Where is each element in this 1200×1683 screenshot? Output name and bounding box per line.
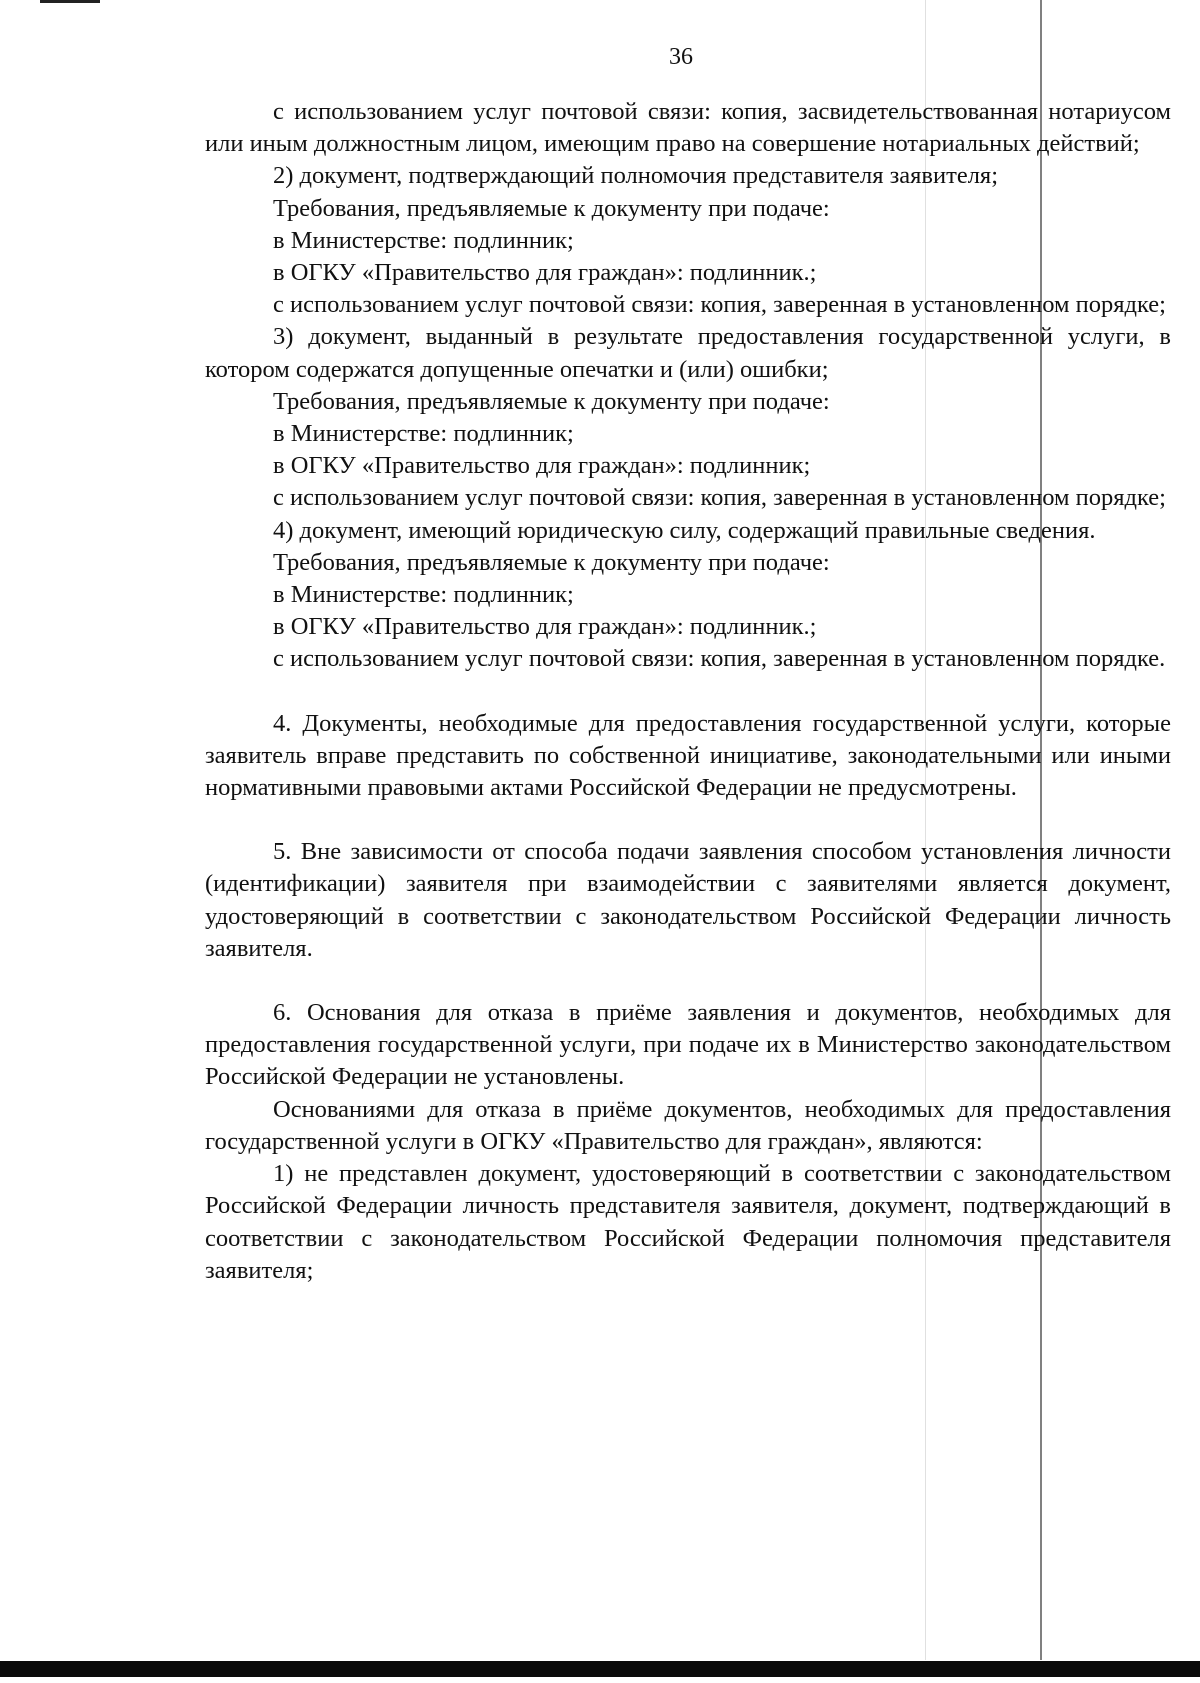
paragraph-refusal-grounds-intro: Основаниями для отказа в приёме документов, необходимых для предоставления государственной услуги в ОГКУ «Правительство для граждан», являются: <box>205 1095 1171 1155</box>
paragraph-item-2-representative-authority: 2) документ, подтверждающий полномочия представителя заявителя; <box>273 162 998 190</box>
paragraph-requirements-heading: Требования, предъявляемые к документу при подаче: <box>273 548 830 576</box>
paragraph-item-4-legal-document: 4) документ, имеющий юридическую силу, содержащий правильные сведения. <box>273 516 1096 544</box>
scan-edge-mark <box>40 0 100 3</box>
paragraph-ministry-original: в Министерстве: подлинник; <box>273 581 574 609</box>
scan-bottom-edge <box>0 1661 1200 1677</box>
page-number: 36 <box>669 44 693 70</box>
paragraph-postal-certified: с использованием услуг почтовой связи: копия, заверенная в установленном порядке; <box>273 291 1166 319</box>
paragraph-requirements-heading: Требования, предъявляемые к документу при подаче: <box>273 194 830 222</box>
paragraph-ministry-original: в Министерстве: подлинник; <box>273 226 574 254</box>
paragraph-refusal-ground-1: 1) не представлен документ, удостоверяющий в соответствии с законодательством Российской Федерации личность представителя заявителя, документ, подтверждающий в соответствии с законодательством Российской Федерации полномочия представителя заявителя; <box>205 1160 1171 1284</box>
document-body <box>205 96 1171 1287</box>
paragraph-postal-notarized: с использованием услуг почтовой связи: копия, засвидетельствованная нотариусом или иным должностным лицом, имеющим право на совершение нотариальных действий; <box>205 98 1171 158</box>
paragraph-postal-certified: с использованием услуг почтовой связи: копия, заверенная в установленном порядке. <box>273 645 1166 673</box>
paragraph-item-3-issued-document: 3) документ, выданный в результате предоставления государственной услуги, в котором содержатся допущенные опечатки и (или) ошибки; <box>205 323 1171 383</box>
section-5-paragraph: 5. Вне зависимости от способа подачи заявления способом установления личности (идентификации) заявителя при взаимодействии с заявителями является документ, удостоверяющий в соответствии с законодательством Российской Федерации личность заявителя. <box>205 838 1171 962</box>
paragraph-postal-certified: с использованием услуг почтовой связи: копия, заверенная в установленном порядке; <box>273 484 1166 512</box>
section-4-paragraph: 4. Документы, необходимые для предоставления государственной услуги, которые заявитель вправе представить по собственной инициативе, законодательными или иными нормативными правовыми актами Российской Федерации не предусмотрены. <box>205 709 1171 802</box>
paragraph-ogku-original: в ОГКУ «Правительство для граждан»: подлинник.; <box>273 613 817 641</box>
section-6-paragraph: 6. Основания для отказа в приёме заявления и документов, необходимых для предоставления государственной услуги, при подаче их в Министерство законодательством Российской Федерации не установлены. <box>205 999 1171 1091</box>
paragraph-ministry-original: в Министерстве: подлинник; <box>273 420 574 448</box>
paragraph-requirements-heading: Требования, предъявляемые к документу при подаче: <box>273 387 830 415</box>
paragraph-ogku-original: в ОГКУ «Правительство для граждан»: подлинник.; <box>273 259 817 287</box>
paragraph-ogku-original: в ОГКУ «Правительство для граждан»: подлинник; <box>273 452 811 480</box>
